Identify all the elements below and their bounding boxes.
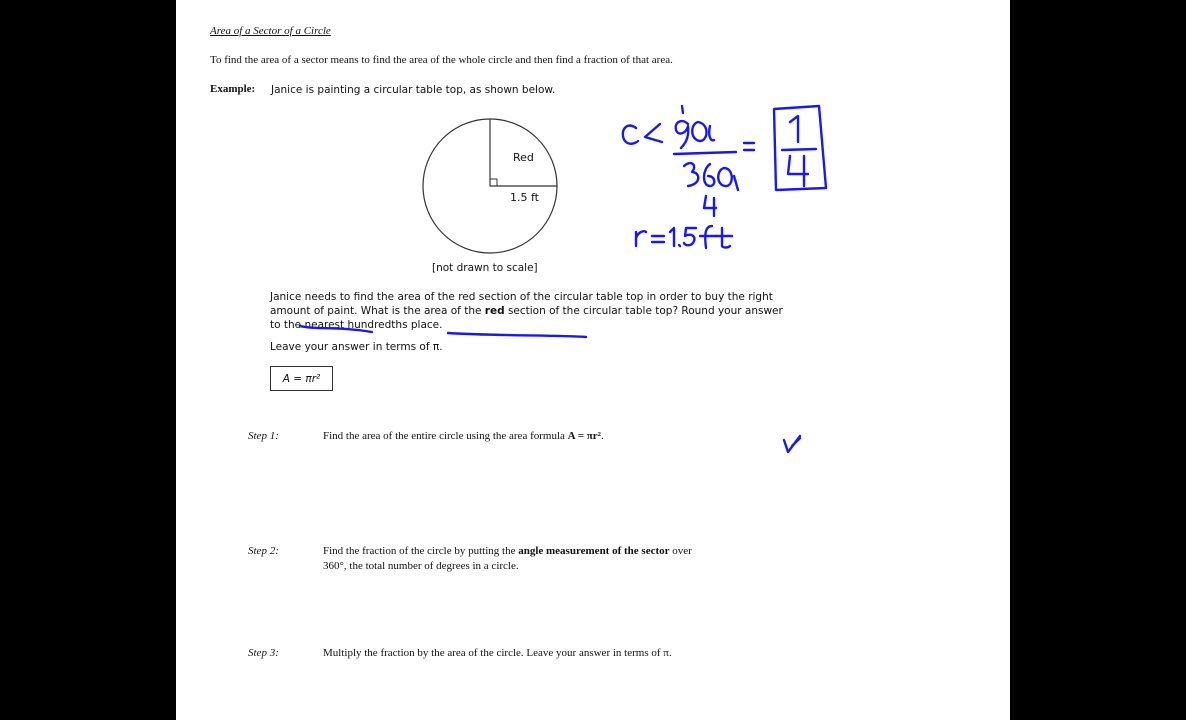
example-text: Janice is painting a circular table top, as shown below. xyxy=(271,84,556,96)
ink-digit-9 xyxy=(676,121,689,148)
circle-diagram xyxy=(416,112,576,267)
formula-box xyxy=(270,366,333,391)
step3-label: Step 3: xyxy=(248,647,279,659)
ink-letter-r xyxy=(636,231,646,246)
paragraph-bold-word: red xyxy=(484,305,505,317)
step2-label: Step 2: xyxy=(248,545,279,557)
step1-text-before: Find the area of the entire circle using the area formula xyxy=(323,430,568,442)
document-title: Area of a Sector of a Circle xyxy=(210,25,331,37)
step2-line2: 360°, the total number of degrees in a circle. xyxy=(323,560,519,572)
ink-tail xyxy=(709,126,714,140)
ink-digit-1 xyxy=(790,116,798,142)
step2-text-before: Find the fraction of the circle by putting the xyxy=(323,545,519,557)
step2-text xyxy=(323,545,692,557)
step2-text-after: over xyxy=(669,545,692,557)
ink-letter-c xyxy=(623,126,638,144)
ink-digit-5 xyxy=(684,228,696,245)
leave-answer-text: Leave your answer in terms of π. xyxy=(270,341,443,353)
ink-digit-3 xyxy=(684,163,698,186)
handwritten-annotations xyxy=(176,0,1010,720)
ink-equals-2 xyxy=(652,236,664,242)
step1-label: Step 1: xyxy=(248,430,279,442)
step1-text xyxy=(323,430,604,442)
ink-answer-box xyxy=(774,106,826,190)
ink-fraction-bar xyxy=(674,152,736,154)
intro-text: To find the area of a sector means to find the area of the whole circle and then find a fraction of that area. xyxy=(210,54,673,66)
step1-formula: A = πr² xyxy=(567,430,601,442)
ink-cancel-mark-1 xyxy=(682,106,683,113)
ink-digit-0b xyxy=(718,168,732,186)
right-angle-marker xyxy=(490,179,497,186)
ink-digit-6 xyxy=(704,164,714,186)
ink-angle-symbol xyxy=(645,124,662,142)
step3-text: Multiply the fraction by the area of the circle. Leave your answer in terms of π. xyxy=(323,647,672,659)
ink-letter-t xyxy=(716,228,732,248)
step2-bold: angle measurement of the sector xyxy=(518,545,670,557)
ink-pen-cursor xyxy=(784,436,800,452)
ink-digit-4 xyxy=(788,156,808,186)
sector-label: Red xyxy=(513,151,534,164)
radius-label: 1.5 ft xyxy=(510,191,539,204)
ink-equals xyxy=(744,143,754,150)
document-page xyxy=(176,0,1010,720)
paragraph-part1: Janice needs to find the area of the red section of the circular table top in order to buy the right amount of paint. What is the area of the xyxy=(270,291,773,317)
problem-paragraph xyxy=(270,290,790,332)
ink-digit-1b xyxy=(670,228,674,246)
ink-digit-0 xyxy=(692,122,706,141)
ink-decimal-point xyxy=(679,245,680,246)
ink-digit-4-small xyxy=(704,196,716,216)
formula-text: A = πr² xyxy=(282,372,321,385)
scale-note: [not drawn to scale] xyxy=(432,262,538,274)
ink-slash xyxy=(734,176,738,190)
step1-text-after: . xyxy=(600,430,604,442)
ink-box-fraction-bar xyxy=(782,149,816,150)
ink-underline-nearest-hundredths xyxy=(448,333,586,337)
paragraph-part2: section of the circular table top? Round your answer to the nearest hundredths place. xyxy=(270,305,783,331)
example-label: Example: xyxy=(210,83,256,95)
ink-letter-f xyxy=(700,226,716,248)
